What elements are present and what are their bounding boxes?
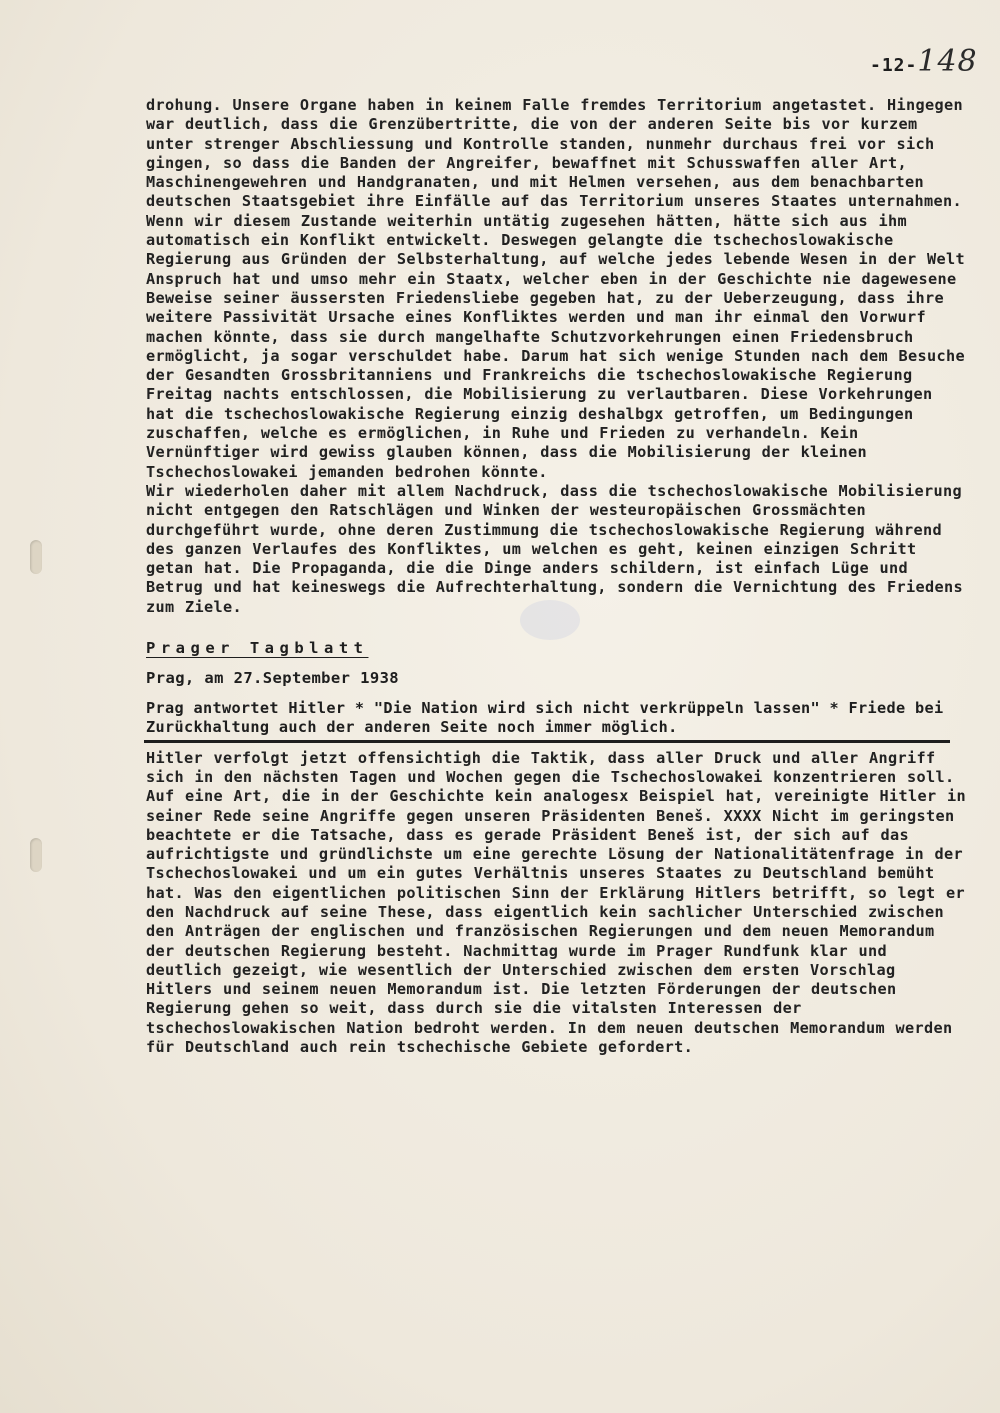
- document-body: [146, 96, 966, 1057]
- article-text: Hitler verfolgt jetzt offensichtigh die Taktik, dass aller Druck und aller Angriff sich in den nächsten Tagen und Wochen gegen die Tschechoslowakei konzentrieren soll. Auf eine Art, die in der Geschichte kein analogesx Beispiel hat, vereinigte Hitler in seiner Rede seine Angriffe gegen unseren Präsidenten Beneš. XXXX Nicht im geringsten beachtete er die Tatsache, dass es gerade Präsident Beneš ist, der sich auf das aufrichtigste und gründlichste um eine gerechte Lösung der Nationalitätenfrage in der Tschechoslowakei und um ein gutes Verhältnis unseres Staates zu Deutschland bemüht hat. Was den eigentlichen politischen Sinn der Erklärung Hitlers betrifft, so legt er den Nachdruck auf seine These, dass eigentlich kein sachlicher Unterschied zwischen den Anträgen der englischen und französischen Regierungen und dem neuen Memorandum der deutschen Regierung besteht. Nachmittag wurde im Prager Rundfunk klar und deutlich gezeigt, wie wesentlich der Unterschied zwischen dem ersten Vorschlag Hitlers und seinem neuen Memorandum ist. Die letzten Förderungen der deutschen Regierung gehen so weit, dass durch sie die vitalsten Interessen der tschechoslowakischen Nation bedroht werden. In dem neuen deutschen Memorandum werden für Deutschland auch rein tschechische Gebiete gefordert.: [146, 748, 966, 1057]
- typed-page-number: -12-: [870, 55, 918, 76]
- headline-rule: [144, 740, 950, 743]
- body-paragraph-2: Wenn wir diesem Zustande weiterhin untätig zugesehen hätten, hätte sich aus ihm automatisch ein Konflikt entwickelt. Deswegen gelangte die tschechoslowakische Regierung aus Gründen der Selbsterhaltung, auf welche jedes lebende Wesen in der Welt Anspruch hat und umso mehr ein Staatx, welcher eben in der Geschichte nie dagewesene Beweise seiner äussersten Friedensliebe gegeben hat, zu der Ueberzeugung, dass ihre weitere Passivität Ursache eines Konfliktes werden und man ihr einmal den Vorwurf machen könnte, dass sie durch mangelhafte Schutzvorkehrungen einen Friedensbruch ermöglicht, ja sogar verschuldet habe. Darum hat sich wenige Stunden nach dem Besuche der Gesandten Grossbritanniens und Frankreichs die tschechoslowakische Regierung Freitag nachts entschlossen, die Mobilisierung zu verlautbaren. Diese Vorkehrungen hat die tschechoslowakische Regierung einzig deshalbgx getroffen, um Bedingungen zuschaffen, welche es ermöglichen, in Ruhe und Frieden zu verhandeln. Kein Vernünftiger wird gewiss glauben können, dass die Mobilisierung der kleinen Tschechoslowakei jemanden bedrohen könnte.: [146, 211, 965, 481]
- punch-hole: [30, 838, 42, 872]
- article-dateline: Prag, am 27.September 1938: [146, 669, 400, 688]
- article-headline: Prag antwortet Hitler * "Die Nation wird sich nicht verkrüppeln lassen" * Friede bei Zurückhaltung auch der anderen Seite noch immer möglich.: [146, 699, 944, 737]
- page-number: [870, 44, 978, 79]
- punch-hole: [30, 540, 42, 574]
- newspaper-masthead: Prager Tagblatt: [146, 639, 369, 658]
- handwritten-folio-number: 148: [917, 44, 978, 79]
- body-paragraph-3: Wir wiederholen daher mit allem Nachdruck, dass die tschechoslowakische Mobilisierung nicht entgegen den Ratschlägen und Winken der westeuropäischen Grossmächten durchgeführt wurde, ohne deren Zustimmung die tschechoslowakische Regierung während des ganzen Verlaufes des Konfliktes, um welchen es geht, keinen einzigen Schritt getan hat. Die Propaganda, die die Dinge anders schildern, ist einfach Lüge und Betrug und hat keineswegs die Aufrechterhaltung, sondern die Vernichtung des Friedens zum Ziele.: [146, 481, 963, 616]
- body-paragraph-1: drohung. Unsere Organe haben in keinem Falle fremdes Territorium angetastet. Hingegen war deutlich, dass die Grenzübertritte, die von der anderen Seite bis vor kurzem unter strenger Abschliessung und Kontrolle standen, nunmehr durchaus frei vor sich gingen, so dass die Banden der Angreifer, bewaffnet mit Schusswaffen aller Art, Maschinengewehren und Handgranaten, und mit Helmen versehen, aus dem benachbarten deutschen Staatsgebiet ihre Einfälle auf das Territorium unseres Staates unternahmen.: [146, 96, 963, 211]
